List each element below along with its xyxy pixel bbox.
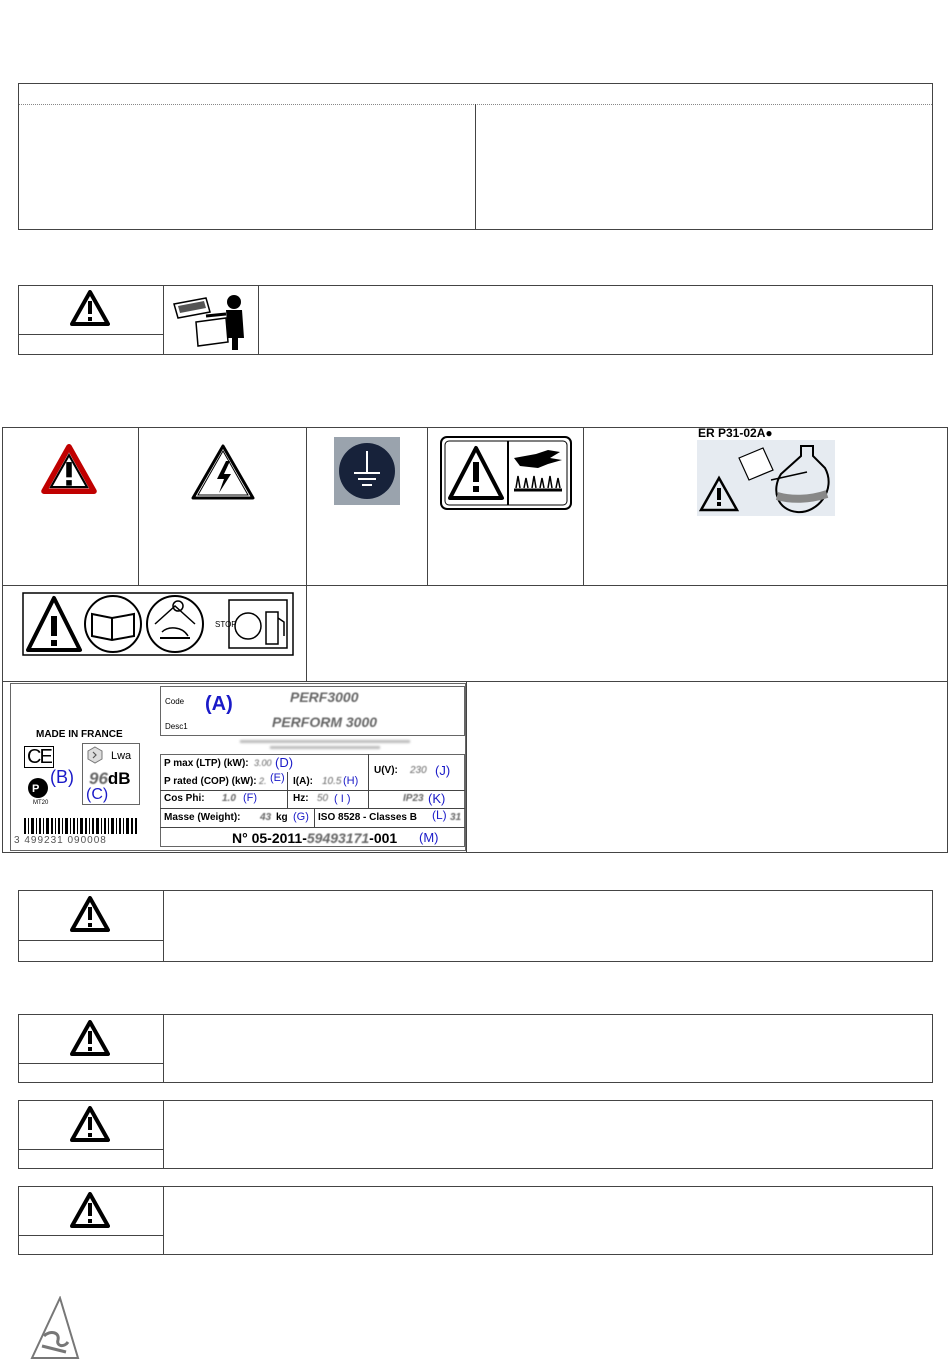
er-label: ER P31-02A● [698, 426, 773, 440]
voltage-label: U(V): [374, 765, 398, 776]
ip-value: IP23 [403, 793, 424, 804]
table-divider [163, 1186, 164, 1255]
table-divider [368, 754, 369, 808]
stop-label: STOP [215, 620, 237, 629]
marker-m: (M) [419, 830, 439, 845]
blurred-address-line [240, 740, 410, 743]
ce-mark: CE [24, 746, 54, 768]
marker-k: (K) [428, 791, 446, 806]
table-divider [2, 681, 948, 682]
warning-box [18, 1186, 933, 1255]
table-divider [160, 790, 465, 791]
desc-value: PERFORM 3000 [272, 714, 378, 730]
oil-level-icon [697, 440, 835, 516]
marker-j: (J) [435, 763, 451, 778]
marker-l: (L) [432, 808, 447, 822]
table-divider [2, 585, 948, 586]
table-divider [163, 285, 164, 355]
mass-unit: kg [276, 812, 288, 823]
table-divider [258, 285, 259, 355]
prated-value: 2. [259, 776, 267, 786]
pmax-value: 3.00 [254, 758, 272, 768]
warning-icon [70, 1192, 110, 1228]
table-divider [18, 940, 163, 941]
desc-label: Desc1 [165, 722, 188, 731]
blurred-address-line [270, 746, 380, 749]
table-divider [466, 681, 467, 853]
serial-number: N° 05-2011-59493171-001 [232, 830, 398, 846]
carry-box-icon [166, 290, 254, 352]
marker-b: (B) [50, 767, 74, 787]
table-divider [427, 427, 428, 585]
svg-text:P: P [32, 783, 40, 795]
table-divider [18, 1063, 163, 1064]
marker-h: (H) [343, 775, 359, 787]
marker-e: (E) [270, 772, 285, 784]
safety-instructions-strip [22, 592, 294, 656]
lwa-label: Lwa [111, 750, 132, 762]
sound-power-icon [86, 746, 104, 764]
table-divider [163, 890, 164, 962]
pct-mark-icon [26, 776, 52, 800]
warning-icon [70, 1020, 110, 1056]
lwa-value: 96dB [89, 769, 131, 788]
made-in-label: MADE IN FRANCE [36, 729, 123, 740]
mt20-label: MT20 [33, 800, 49, 806]
table-divider [163, 1014, 164, 1083]
table-divider [314, 808, 315, 827]
pmax-label: P max (LTP) (kW): [164, 758, 249, 769]
cosphi-label: Cos Phi: [164, 793, 205, 804]
svg-text:C: C [41, 785, 47, 794]
marker-a: (A) [205, 693, 233, 715]
warning-box [18, 890, 933, 962]
hz-value: 50 [317, 793, 329, 804]
prated-label: P rated (COP) (kW): [164, 776, 257, 787]
table-divider [18, 334, 163, 335]
table-divider [306, 427, 307, 681]
earth-ground-icon [334, 437, 400, 505]
marker-d: (D) [275, 755, 294, 770]
hz-label: Hz: [293, 793, 309, 804]
table-divider [18, 1235, 163, 1236]
hot-surface-icon [440, 436, 572, 510]
table-divider [160, 827, 465, 828]
table-divider [163, 1100, 164, 1169]
iso-tail: 31 [450, 812, 462, 823]
current-value: 10.5 [322, 776, 342, 787]
table-divider [18, 1149, 163, 1150]
brand-logo-icon [30, 1296, 80, 1360]
code-value: PERF3000 [290, 689, 359, 705]
mass-value: 43 [260, 812, 272, 823]
current-label: I(A): [293, 776, 313, 787]
warning-box [18, 1014, 933, 1083]
marker-c: (C) [86, 786, 109, 803]
warning-box [18, 285, 933, 355]
warning-icon [70, 896, 110, 932]
cosphi-value: 1.0 [222, 793, 236, 804]
marker-f: (F) [243, 792, 258, 804]
warning-icon [70, 1106, 110, 1142]
electric-hazard-icon [190, 443, 256, 501]
warning-box [18, 1100, 933, 1169]
warning-icon [70, 290, 110, 326]
marker-i: ( I ) [334, 793, 351, 805]
voltage-value: 230 [410, 765, 427, 776]
general-warning-icon [40, 444, 98, 494]
table-divider [475, 104, 476, 230]
code-label: Code [165, 697, 185, 706]
marker-g: (G) [293, 811, 309, 823]
table-divider [138, 427, 139, 585]
mass-label: Masse (Weight): [164, 812, 241, 823]
table-divider [583, 427, 584, 585]
iso-label: ISO 8528 - Classes B [318, 812, 417, 823]
table-divider [287, 772, 288, 808]
barcode-digits: 3 499231 090008 [14, 835, 107, 846]
table-divider [160, 808, 465, 809]
